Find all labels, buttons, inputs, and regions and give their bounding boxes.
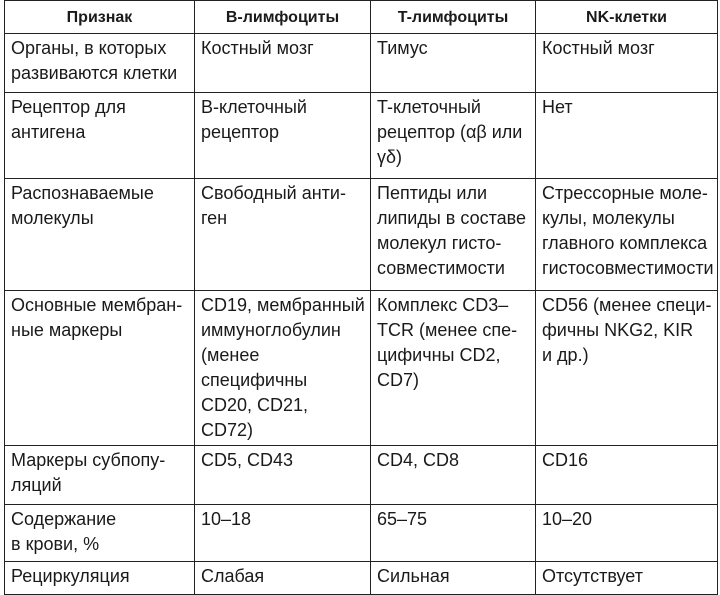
row-label: Содержание в крови, %	[5, 505, 195, 562]
table-row	[5, 179, 718, 291]
table-cell: CD4, CD8	[371, 446, 536, 505]
table-cell: Тимус	[371, 34, 536, 93]
table-cell: Стрессорные моле- кулы, молекулы главного комплекса гистосовместимости	[536, 179, 718, 291]
table-row	[5, 562, 718, 595]
table-row	[5, 446, 718, 505]
table-row	[5, 505, 718, 562]
table-header-row	[5, 1, 718, 34]
header-t-lymphocytes: T-лимфоциты	[371, 1, 536, 34]
table-cell: Комплекс CD3– TCR (менее спе- цифичны CD2, CD7)	[371, 291, 536, 446]
table-cell: Костный мозг	[536, 34, 718, 93]
header-b-lymphocytes: B-лимфоциты	[195, 1, 371, 34]
table-row	[5, 93, 718, 179]
table-cell: Слабая	[195, 562, 371, 595]
row-label: Распознаваемые молекулы	[5, 179, 195, 291]
table-cell: 65–75	[371, 505, 536, 562]
table-cell: Сильная	[371, 562, 536, 595]
header-feature: Признак	[5, 1, 195, 34]
row-label: Рециркуляция	[5, 562, 195, 595]
lymphocyte-comparison-table	[4, 0, 718, 595]
table-cell: T-клеточный рецептор (αβ или γδ)	[371, 93, 536, 179]
table-cell: B-клеточный рецептор	[195, 93, 371, 179]
table-row	[5, 34, 718, 93]
table-cell: Костный мозг	[195, 34, 371, 93]
row-label: Рецептор для антигена	[5, 93, 195, 179]
table-cell: Свободный анти- ген	[195, 179, 371, 291]
table-cell: CD19, мембранный иммуноглобулин (менее специфичны CD20, CD21, CD72)	[195, 291, 371, 446]
table-cell: 10–18	[195, 505, 371, 562]
row-label: Органы, в которых развиваются клетки	[5, 34, 195, 93]
table-cell: CD16	[536, 446, 718, 505]
header-nk-cells: NK-клетки	[536, 1, 718, 34]
table-cell: Пептиды или липиды в составе молекул гисто- совместимости	[371, 179, 536, 291]
table-cell: CD5, CD43	[195, 446, 371, 505]
row-label: Маркеры субпопу- ляций	[5, 446, 195, 505]
row-label: Основные мембран- ные маркеры	[5, 291, 195, 446]
table-row	[5, 291, 718, 446]
table-cell: CD56 (менее специ- фичны NKG2, KIR и др.)	[536, 291, 718, 446]
table-cell: 10–20	[536, 505, 718, 562]
table-cell: Нет	[536, 93, 718, 179]
comparison-table-container	[4, 0, 717, 595]
table-cell: Отсутствует	[536, 562, 718, 595]
